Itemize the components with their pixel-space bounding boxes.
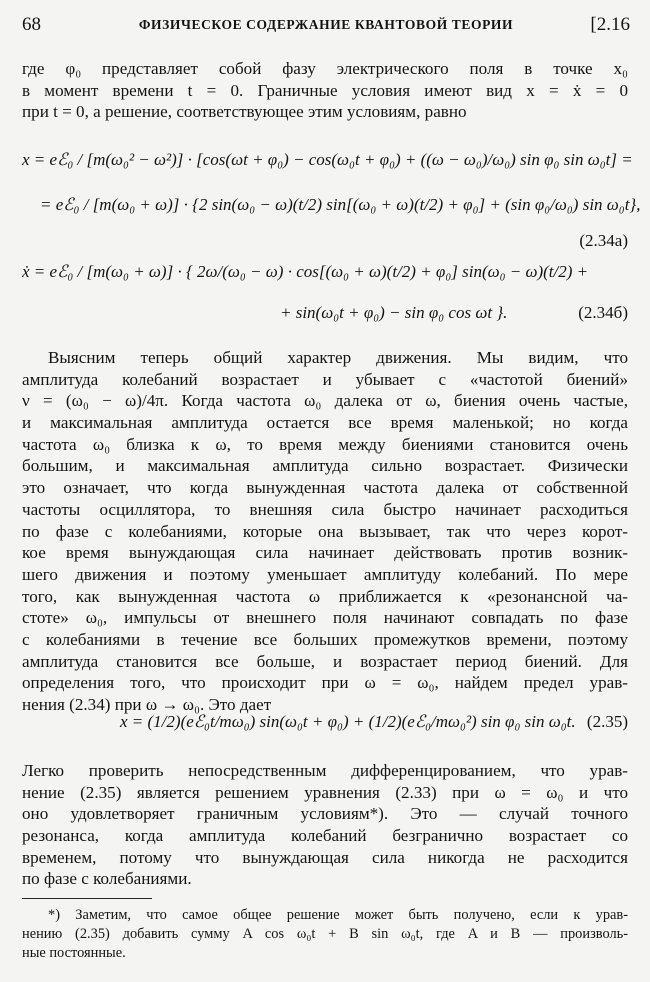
text-line: с колебаниями в течение все больших промежутков времени, поэтому (22, 629, 628, 649)
text-line: оно удовлетворяет граничным условиям*). Это — случай точного (22, 804, 628, 824)
section-number: [2.16 (590, 14, 630, 35)
footnote-line: нению (2.35) добавить сумму A cos ω₀t + B sin ω₀t, где A и B — произволь- (22, 926, 628, 942)
footnote-line: ные постоянные. (22, 945, 126, 961)
text-line: частоты осциллятора, то внешняя сила быстро начинает расходиться (22, 499, 628, 519)
text-line: по фазе с колебаниями. (22, 869, 192, 889)
text-line: большим, и максимальная амплитуда сильно возрастает. Физически (22, 456, 628, 476)
main-paragraph (22, 347, 628, 716)
text-line: стоте» ω₀, импульсы от внешнего поля начинают совпадать по фазе (22, 608, 628, 628)
footnote (22, 906, 628, 963)
text-line: это означает, что когда вынужденная частота далека от собственной (22, 478, 628, 498)
equation-label-2-34b: (2.34б) (578, 303, 628, 322)
page-number: 68 (22, 14, 41, 35)
running-title: ФИЗИЧЕСКОЕ СОДЕРЖАНИЕ КВАНТОВОЙ ТЕОРИИ (138, 17, 514, 32)
equation-2-35: x = (1/2)(eℰ₀t/mω₀) sin(ω₀t + φ₀) + (1/2)(eℰ₀/mω₀²) sin φ₀ sin ω₀t. (120, 712, 576, 731)
text-line: частота ω₀ близка к ω, то время между биениями становится очень (22, 434, 628, 454)
text-line: амплитуда колебаний возрастает и убывает с «частотой биений» (22, 369, 628, 389)
intro-paragraph (22, 58, 628, 123)
equation-label-2-35: (2.35) (586, 712, 628, 731)
text-line: и максимальная амплитуда остается все время маленькой; но когда (22, 413, 628, 433)
text-line: по фазе с колебаниями, которые она вызывает, так что через корот- (22, 521, 628, 541)
text-line: определения того, что происходит при ω = ω₀, найдем предел урав- (22, 673, 628, 693)
text-line: временем, потому что вынуждающая сила никогда не расходится (22, 847, 628, 867)
footnote-divider (22, 898, 152, 899)
text-line: резонанса, когда амплитуда колебаний безгранично возрастает со (22, 826, 628, 846)
text-line: нение (2.35) является решением уравнения (2.33) при ω = ω₀ и что (22, 782, 628, 802)
text-line: кое время вынуждающая сила начинает действовать против возник- (22, 543, 628, 563)
text-line: где φ₀ представляет собой фазу электрического поля в точке x₀ (22, 59, 628, 78)
equation-2-34b-line-2: + sin(ω₀t + φ₀) − sin φ₀ cos ωt }. (280, 303, 508, 322)
running-header (22, 14, 630, 38)
text-line: того, как вынужденная частота ω приближается к «резонансной ча- (22, 586, 628, 606)
equation-2-34b-line-1: ẋ = eℰ₀ / [m(ω₀ + ω)] · { 2ω/(ω₀ − ω) · cos[(ω₀ + ω)(t/2) + φ₀] sin(ω₀ − ω)(t/2) + (22, 262, 589, 281)
equation-label-2-34a: (2.34a) (579, 231, 628, 250)
text-line: нения (2.34) при ω → ω₀. Это дает (22, 695, 272, 714)
text-line: в момент времени t = 0. Граничные условия имеют вид x = ẋ = 0 (22, 80, 628, 100)
text-line: амплитуда становится все больше, и возрастает период биений. Для (22, 651, 628, 671)
text-line: шего движения и поэтому уменьшает амплитуду колебаний. По мере (22, 564, 628, 584)
text-line: Выясним теперь общий характер движения. Мы видим, что (48, 348, 628, 367)
text-line: ν = (ω₀ − ω)/4π. Когда частота ω₀ далека от ω, биения очень частые, (22, 391, 628, 411)
text-line: Легко проверить непосредственным дифференцированием, что урав- (22, 761, 628, 780)
equation-2-34a-line-2: = eℰ₀ / [m(ω₀ + ω)] · {2 sin(ω₀ − ω)(t/2) sin[(ω₀ + ω)(t/2) + φ₀] + (sin φ₀/ω₀) sin ω₀t}, (40, 195, 641, 214)
equation-2-34a-line-1: x = eℰ₀ / [m(ω₀² − ω²)] · [cos(ωt + φ₀) − cos(ω₀t + φ₀) + ((ω − ω₀)/ω₀) sin φ₀ sin ω₀t] = (22, 150, 633, 169)
text-line: при t = 0, а решение, соответствующее этим условиям, равно (22, 102, 467, 122)
conclusion-paragraph (22, 760, 628, 890)
footnote-line: *) Заметим, что самое общее решение может быть получено, если к урав- (48, 907, 628, 923)
